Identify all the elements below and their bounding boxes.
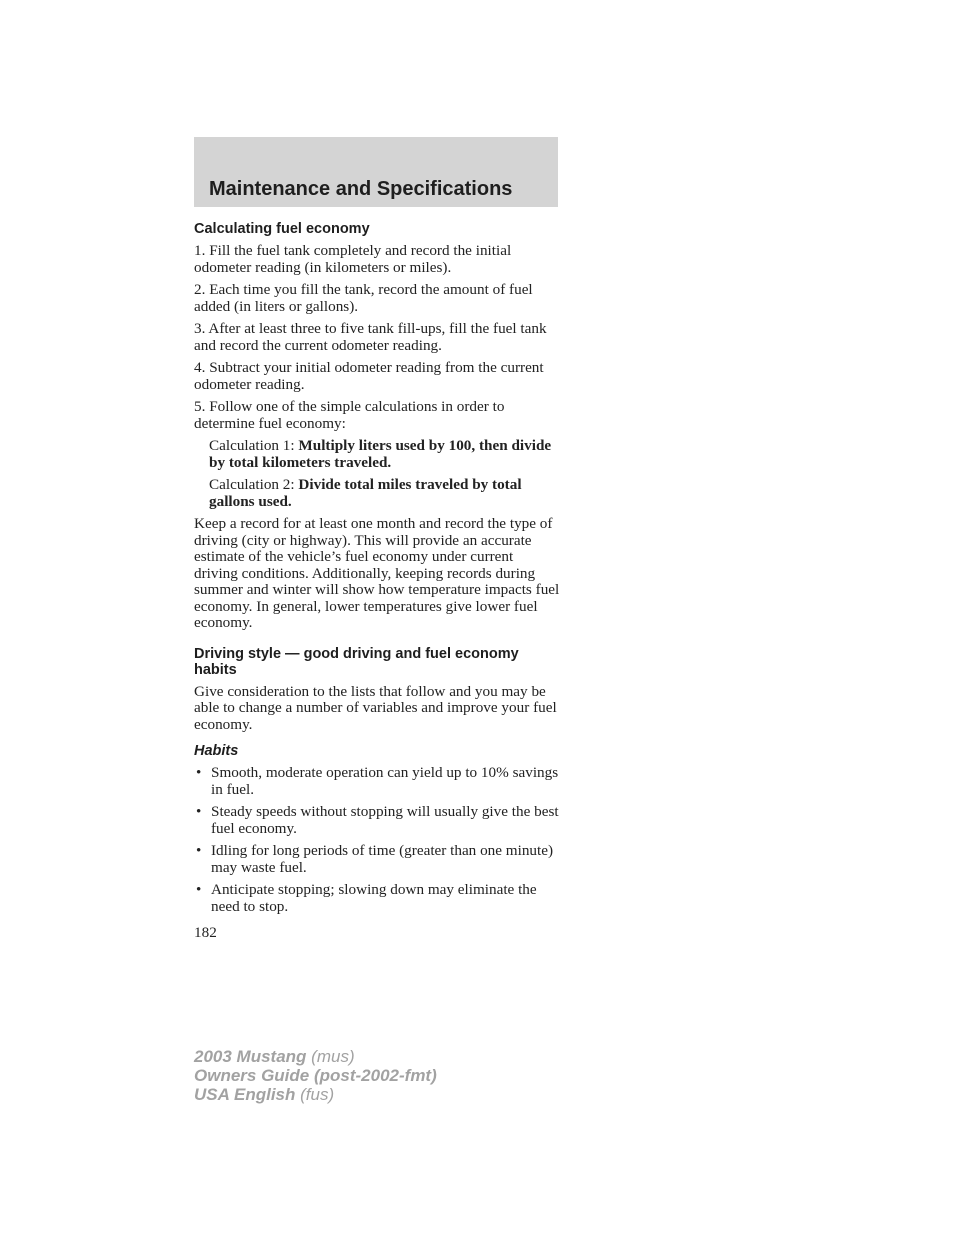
list-item-text: Anticipate stopping; slowing down may eliminate the need to stop. bbox=[211, 881, 537, 915]
bullet-icon: • bbox=[196, 764, 202, 781]
footer-guide: Owners Guide (post-2002-fmt) bbox=[194, 1066, 437, 1085]
list-item-text: Smooth, moderate operation can yield up to 10% savings in fuel. bbox=[211, 764, 559, 798]
footer-language: USA English bbox=[194, 1085, 296, 1104]
heading-driving-style: Driving style — good driving and fuel economy habits bbox=[194, 645, 519, 678]
footer-model: 2003 Mustang bbox=[194, 1047, 307, 1066]
footer-line-3 bbox=[194, 1085, 437, 1104]
heading-calculating-fuel-economy: Calculating fuel economy bbox=[194, 221, 370, 237]
footer-line-1 bbox=[194, 1047, 437, 1066]
heading-habits: Habits bbox=[194, 743, 239, 759]
record-paragraph: Keep a record for at least one month and record the type of driving (city or highway). This will provide an accurate estimate of the vehicle’s fuel economy under current driving conditions. Additionally, keeping records during summer and winter will show how temperature impacts fuel economy. In general, lower temperatures give lower fuel economy. bbox=[194, 515, 560, 631]
bullet-icon: • bbox=[196, 881, 202, 898]
list-item bbox=[194, 882, 560, 915]
list-item bbox=[194, 843, 560, 876]
document-footer bbox=[194, 1047, 437, 1104]
list-item bbox=[194, 804, 560, 837]
list-item bbox=[194, 765, 560, 798]
calculation-1-label: Calculation 1: bbox=[209, 437, 299, 454]
habits-list bbox=[194, 765, 560, 915]
calculation-2 bbox=[209, 477, 560, 510]
step-2: 2. Each time you fill the tank, record the amount of fuel added (in liters or gallons). bbox=[194, 281, 533, 315]
page-content bbox=[194, 221, 560, 942]
step-5: 5. Follow one of the simple calculations in order to determine fuel economy: bbox=[194, 398, 505, 432]
calculation-1-text: Multiply liters used by 100, then divide by total kilometers traveled. bbox=[209, 437, 552, 471]
footer-model-code: (mus) bbox=[306, 1047, 355, 1066]
bullet-icon: • bbox=[196, 842, 202, 859]
footer-language-code: (fus) bbox=[295, 1085, 335, 1104]
calculation-2-label: Calculation 2: bbox=[209, 476, 299, 493]
section-title: Maintenance and Specifications bbox=[209, 178, 513, 200]
section-header-band bbox=[194, 137, 558, 207]
list-item-text: Steady speeds without stopping will usually give the best fuel economy. bbox=[211, 803, 559, 837]
bullet-icon: • bbox=[196, 803, 202, 820]
page-number: 182 bbox=[194, 924, 217, 941]
footer-line-2 bbox=[194, 1066, 437, 1085]
step-4: 4. Subtract your initial odometer reading from the current odometer reading. bbox=[194, 359, 544, 393]
step-1: 1. Fill the fuel tank completely and record the initial odometer reading (in kilometers or miles). bbox=[194, 242, 512, 276]
list-item-text: Idling for long periods of time (greater than one minute) may waste fuel. bbox=[211, 842, 554, 876]
calculation-1 bbox=[209, 438, 560, 471]
driving-style-intro: Give consideration to the lists that follow and you may be able to change a number of variables and improve your fuel economy. bbox=[194, 682, 557, 733]
calculation-2-text: Divide total miles traveled by total gallons used. bbox=[209, 476, 522, 510]
step-3: 3. After at least three to five tank fill-ups, fill the fuel tank and record the current odometer reading. bbox=[194, 320, 547, 354]
